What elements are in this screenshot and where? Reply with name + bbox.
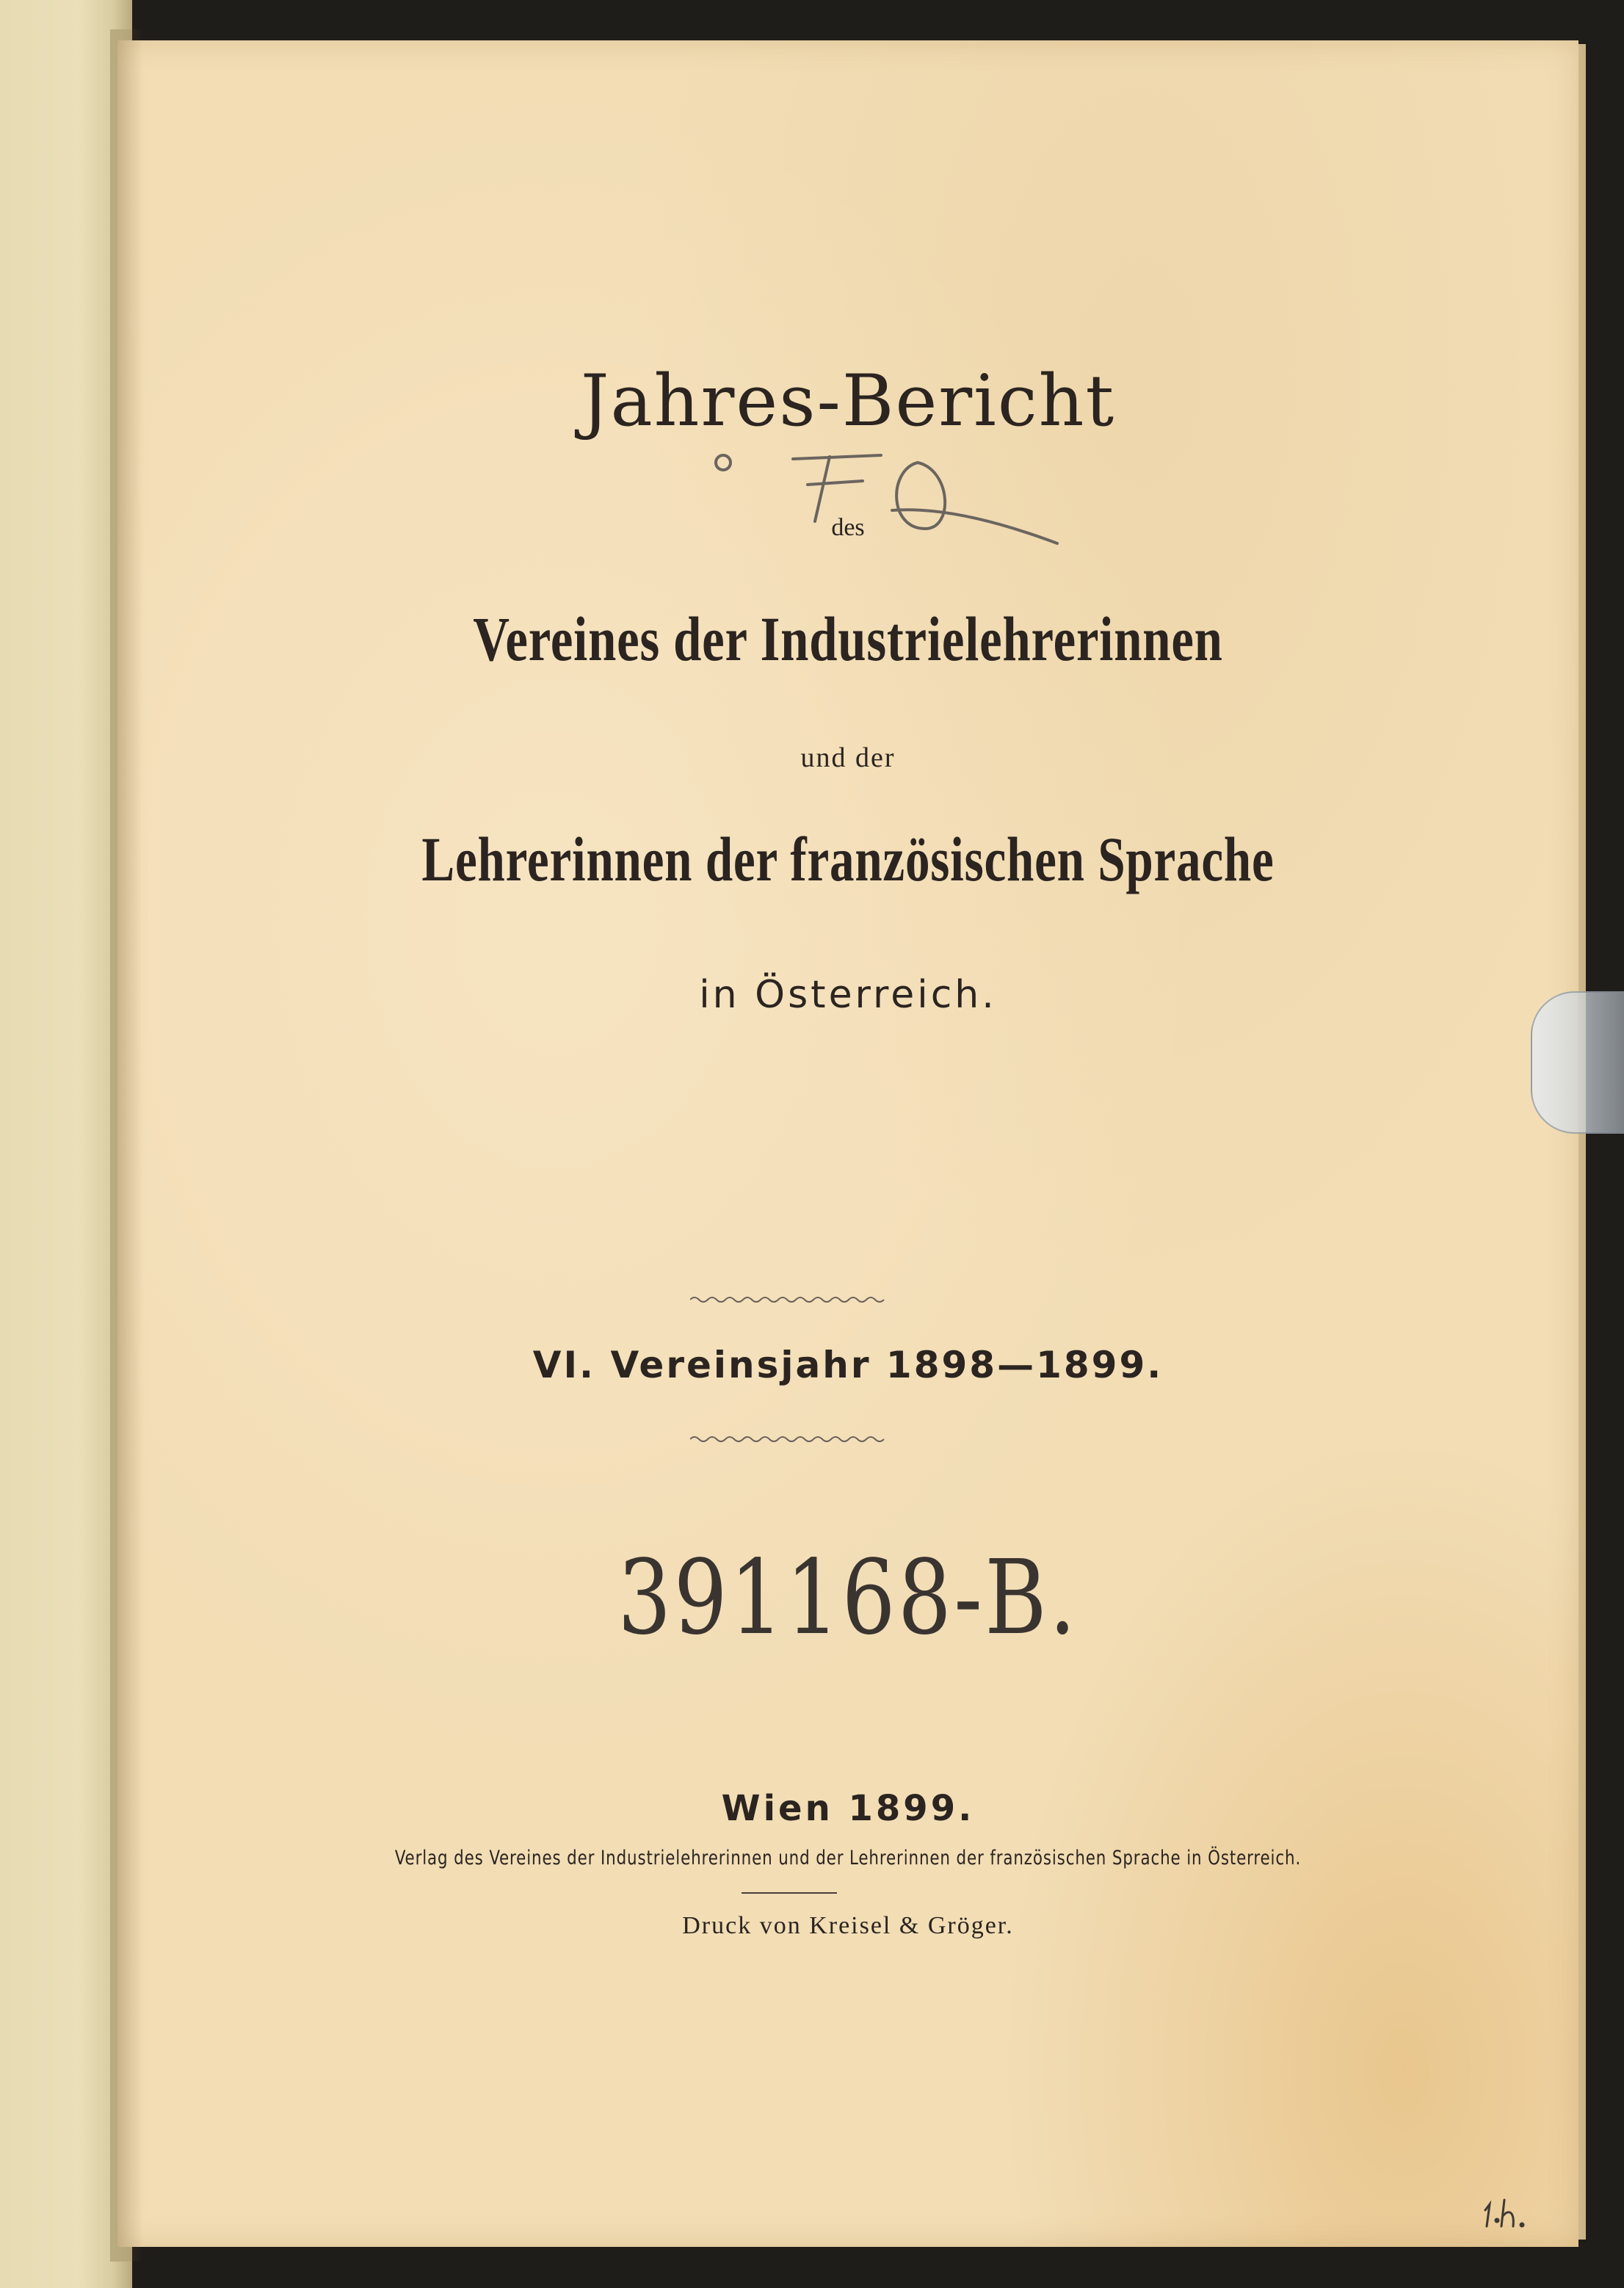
place-and-year: Wien 1899. bbox=[721, 1788, 975, 1829]
organization-line-2: Lehrerinnen der französischen Sprache bbox=[421, 824, 1275, 894]
handwritten-shelfmark bbox=[705, 441, 1072, 565]
conjunction-und-der: und der bbox=[800, 742, 896, 773]
organization-line-1: Vereines der Industrielehrerinnen bbox=[473, 604, 1223, 674]
location-line: in Österreich. bbox=[699, 973, 997, 1017]
publisher-line: Verlag des Vereines der Industrielehrerinnen und der Lehrerinnen der französischen Sprache in Österreich. bbox=[394, 1847, 1302, 1869]
handwritten-corner-initials bbox=[1479, 2195, 1531, 2232]
preposition-des: des bbox=[831, 514, 865, 541]
association-year: VI. Vereinsjahr 1898—1899. bbox=[532, 1344, 1164, 1386]
divider-rule bbox=[742, 1892, 837, 1894]
document-title: Jahres-Bericht bbox=[580, 360, 1116, 442]
library-call-number-stamp: 391168-B. bbox=[617, 1538, 1079, 1658]
ornamental-rule-top bbox=[690, 1294, 888, 1306]
ornamental-rule-bottom bbox=[690, 1433, 888, 1445]
printer-line: Druck von Kreisel & Gröger. bbox=[682, 1912, 1014, 1939]
